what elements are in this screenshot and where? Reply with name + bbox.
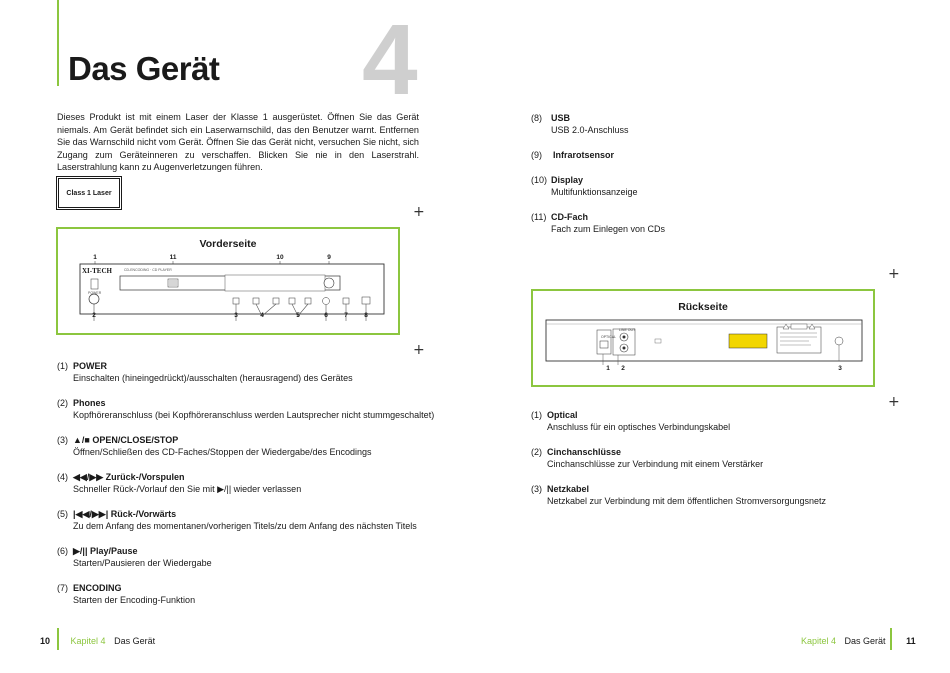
item-heading: ◀◀/▶▶ Zurück-/Vorspulen	[73, 472, 185, 482]
back-panel-figure	[531, 289, 875, 387]
item-description: Cinchanschlüsse zur Verbindung mit einem Verstärker	[547, 459, 764, 469]
item-number: (4)	[57, 472, 68, 482]
callout-1: 1	[93, 254, 97, 261]
chapter-number: 4	[362, 4, 418, 116]
callout-2: 2	[621, 365, 625, 372]
model-label: CD-ENCODING · CD PLAYER	[124, 268, 172, 272]
item-description: Fach zum Einlegen von CDs	[551, 224, 666, 234]
callout-2: 2	[92, 312, 96, 319]
item-number: (2)	[531, 447, 542, 457]
item-heading: Optical	[547, 410, 578, 420]
left-accent-line	[57, 0, 59, 86]
crop-mark: +	[413, 342, 425, 358]
back-device-drawing	[539, 317, 869, 367]
item-number: (7)	[57, 583, 68, 593]
callout-6: 6	[324, 312, 328, 319]
item-description: Kopfhöreranschluss (bei Kopfhöreranschluss werden Lautsprecher nicht stummgeschaltet)	[73, 410, 435, 420]
item-heading: POWER	[73, 361, 108, 371]
item-description: Öffnen/Schließen des CD-Faches/Stoppen der Wiedergabe/des Encodings	[73, 447, 372, 457]
item-description: Anschluss für ein optisches Verbindungskabel	[547, 422, 731, 432]
item-heading: |◀◀/▶▶| Rück-/Vorwärts	[73, 509, 177, 519]
footer-chapter: Kapitel 4	[801, 636, 837, 646]
callout-7: 7	[344, 312, 348, 319]
intro-paragraph: Dieses Produkt ist mit einem Laser der Klasse 1 ausgerüstet. Öffnen Sie das Gerät niemals. Am Gerät befindet sich ein Laserwarnschild, das den Benutzer warnt. Entfernen Sie das Warnschild nicht vom Gerät. Öffnen Sie das Gerät nicht, versuchen Sie nicht, sich Zugang zum Geräteinneren zu verschaffen. Blicken Sie nie in den Laserstrahl. Laserstrahlung kann zu Augenverletzungen führen.	[57, 112, 419, 172]
item-number: (3)	[531, 484, 542, 494]
crop-mark: +	[888, 266, 900, 282]
item-number: (8)	[531, 113, 542, 123]
callout-3: 3	[838, 365, 842, 372]
footer-section: Das Gerät	[844, 636, 886, 646]
power-label: POWER	[88, 291, 102, 295]
line-out-label: LINE OUT	[619, 328, 636, 332]
callout-5: 5	[296, 312, 300, 319]
item-description: Multifunktionsanzeige	[551, 187, 638, 197]
item-number: (6)	[57, 546, 68, 556]
item-description: Schneller Rück-/Vorlauf den Sie mit ▶/|| wieder verlassen	[73, 484, 302, 494]
optical-port-label: OPTICAL	[601, 335, 616, 339]
page-title: Das Gerät	[68, 50, 220, 87]
item-description: Zu dem Anfang des momentanen/vorherigen Titels/zu dem Anfang des nächsten Titels	[73, 521, 417, 531]
crop-mark: +	[888, 394, 900, 410]
item-heading: Phones	[73, 398, 106, 408]
item-heading: ▲/■ OPEN/CLOSE/STOP	[73, 435, 179, 445]
item-number: (1)	[57, 361, 68, 371]
footer-chapter: Kapitel 4	[70, 636, 106, 646]
item-heading: USB	[551, 113, 571, 123]
page-number: 11	[906, 636, 916, 646]
laser-class-text: Class 1 Laser	[66, 189, 112, 197]
item-description: Starten/Pausieren der Wiedergabe	[73, 558, 212, 568]
callout-1: 1	[606, 365, 610, 372]
item-heading: ENCODING	[73, 583, 122, 593]
item-number: (9)	[531, 150, 542, 160]
left-footer	[40, 636, 155, 646]
laser-class-label	[56, 176, 122, 210]
crop-mark: +	[413, 204, 425, 220]
front-panel-title: Vorderseite	[199, 238, 257, 250]
item-number: (1)	[531, 410, 542, 420]
item-description: USB 2.0-Anschluss	[551, 125, 629, 135]
item-number: (5)	[57, 509, 68, 519]
footer-section: Das Gerät	[114, 636, 156, 646]
item-number: (2)	[57, 398, 68, 408]
item-heading: Cinchanschlüsse	[547, 447, 622, 457]
item-description: Netzkabel zur Verbindung mit dem öffentlichen Stromversorgungsnetz	[547, 496, 826, 506]
back-panel-title: Rückseite	[678, 301, 728, 313]
front-panel-figure	[56, 227, 400, 335]
item-description: Einschalten (hineingedrückt)/ausschalten (herausragend) des Gerätes	[73, 373, 353, 383]
callout-4: 4	[260, 312, 264, 319]
callout-8: 8	[364, 312, 368, 319]
item-number: (10)	[531, 175, 548, 185]
item-heading: Display	[551, 175, 584, 185]
callout-3: 3	[234, 312, 238, 319]
callout-10: 10	[276, 254, 284, 261]
callout-11: 11	[169, 254, 177, 261]
item-number: (11)	[531, 212, 547, 222]
brand-logo: XI-TECH	[82, 267, 112, 275]
page-number: 10	[40, 636, 51, 646]
item-heading: Infrarotsensor	[553, 150, 615, 160]
item-description: Starten der Encoding-Funktion	[73, 595, 196, 605]
item-heading: ▶/|| Play/Pause	[73, 546, 138, 556]
right-footer	[801, 636, 916, 646]
item-heading: Netzkabel	[547, 484, 590, 494]
callout-9: 9	[327, 254, 331, 261]
item-number: (3)	[57, 435, 68, 445]
item-heading: CD-Fach	[551, 212, 589, 222]
